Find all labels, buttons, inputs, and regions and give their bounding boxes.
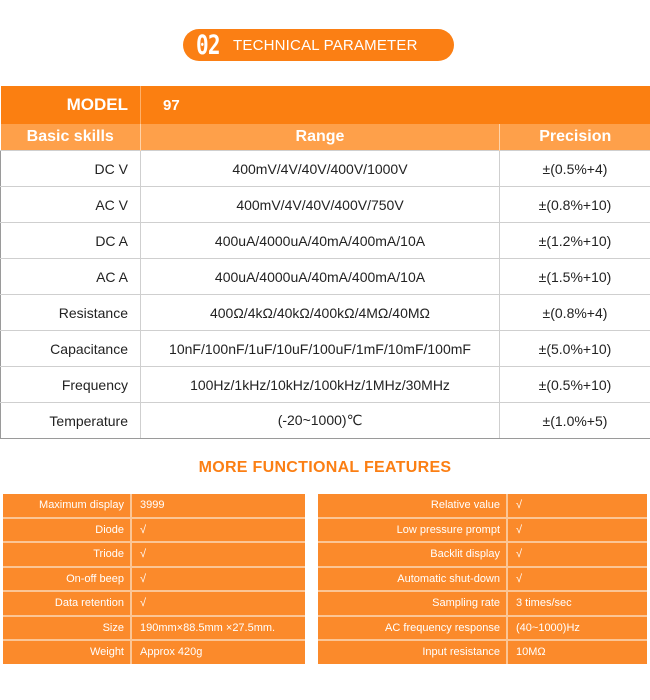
row-range: 400uA/4000uA/40mA/400mA/10A — [141, 259, 500, 295]
feature-row — [3, 543, 305, 566]
row-range: 10nF/100nF/1uF/10uF/100uF/1mF/10mF/100mF — [141, 331, 500, 367]
feature-value: 3999 — [132, 494, 305, 517]
row-precision: ±(1.5%+10) — [500, 259, 650, 295]
column-header-range: Range — [141, 124, 500, 151]
feature-label: AC frequency response — [318, 617, 506, 640]
row-precision: ±(0.5%+10) — [500, 367, 650, 403]
row-precision: ±(1.0%+5) — [500, 403, 650, 439]
feature-row — [318, 519, 647, 542]
row-precision: ±(1.2%+10) — [500, 223, 650, 259]
feature-value: 10MΩ — [508, 641, 647, 664]
feature-value: 190mm×88.5mm ×27.5mm. — [132, 617, 305, 640]
row-label: AC A — [1, 259, 141, 295]
feature-value: √ — [508, 519, 647, 542]
table-row — [1, 259, 650, 295]
model-row — [1, 86, 650, 124]
table-row — [1, 403, 650, 439]
feature-row — [318, 641, 647, 664]
feature-value: Approx 420g — [132, 641, 305, 664]
feature-label: On-off beep — [3, 568, 130, 591]
technical-parameter-table — [0, 86, 650, 439]
feature-row — [318, 568, 647, 591]
row-range: 400mV/4V/40V/400V/1000V — [141, 151, 500, 187]
feature-label: Automatic shut-down — [318, 568, 506, 591]
feature-label: Triode — [3, 543, 130, 566]
feature-value: √ — [132, 519, 305, 542]
feature-label: Size — [3, 617, 130, 640]
row-range: 400Ω/4kΩ/40kΩ/400kΩ/4MΩ/40MΩ — [141, 295, 500, 331]
table-row — [1, 151, 650, 187]
feature-row — [3, 494, 305, 517]
feature-value: √ — [132, 592, 305, 615]
features-panel-left — [3, 494, 305, 664]
column-header-row — [1, 124, 650, 151]
table-row — [1, 295, 650, 331]
row-label: Capacitance — [1, 331, 141, 367]
feature-label: Input resistance — [318, 641, 506, 664]
model-value: 97 — [141, 86, 650, 124]
row-label: Temperature — [1, 403, 141, 439]
row-label: AC V — [1, 187, 141, 223]
feature-row — [318, 543, 647, 566]
feature-label: Low pressure prompt — [318, 519, 506, 542]
feature-value: 3 times/sec — [508, 592, 647, 615]
column-header-basic-skills: Basic skills — [1, 124, 141, 151]
row-precision: ±(5.0%+10) — [500, 331, 650, 367]
section-title: TECHNICAL PARAMETER — [233, 36, 418, 54]
feature-row — [3, 519, 305, 542]
row-label: DC A — [1, 223, 141, 259]
feature-row — [3, 568, 305, 591]
feature-row — [3, 592, 305, 615]
row-range: (-20~1000)℃ — [141, 403, 500, 439]
feature-value: (40~1000)Hz — [508, 617, 647, 640]
feature-row — [318, 494, 647, 517]
row-precision: ±(0.8%+10) — [500, 187, 650, 223]
model-label: MODEL — [1, 86, 141, 124]
table-row — [1, 367, 650, 403]
features-title: MORE FUNCTIONAL FEATURES — [198, 459, 452, 476]
row-label: DC V — [1, 151, 141, 187]
section-header-pill — [183, 29, 454, 61]
feature-row — [318, 617, 647, 640]
features-panel-right — [318, 494, 647, 664]
feature-value: √ — [508, 568, 647, 591]
row-label: Resistance — [1, 295, 141, 331]
feature-value: √ — [508, 494, 647, 517]
feature-label: Sampling rate — [318, 592, 506, 615]
feature-row — [3, 641, 305, 664]
feature-value: √ — [132, 543, 305, 566]
row-label: Frequency — [1, 367, 141, 403]
row-range: 400uA/4000uA/40mA/400mA/10A — [141, 223, 500, 259]
row-precision: ±(0.5%+4) — [500, 151, 650, 187]
section-number: 02 — [196, 29, 220, 61]
table-row — [1, 187, 650, 223]
feature-row — [318, 592, 647, 615]
feature-label: Diode — [3, 519, 130, 542]
feature-row — [3, 617, 305, 640]
table-row — [1, 223, 650, 259]
feature-label: Data retention — [3, 592, 130, 615]
feature-label: Backlit display — [318, 543, 506, 566]
feature-label: Maximum display — [3, 494, 130, 517]
feature-value: √ — [508, 543, 647, 566]
feature-value: √ — [132, 568, 305, 591]
feature-label: Weight — [3, 641, 130, 664]
row-precision: ±(0.8%+4) — [500, 295, 650, 331]
column-header-precision: Precision — [500, 124, 650, 151]
row-range: 400mV/4V/40V/400V/750V — [141, 187, 500, 223]
feature-label: Relative value — [318, 494, 506, 517]
row-range: 100Hz/1kHz/10kHz/100kHz/1MHz/30MHz — [141, 367, 500, 403]
table-row — [1, 331, 650, 367]
